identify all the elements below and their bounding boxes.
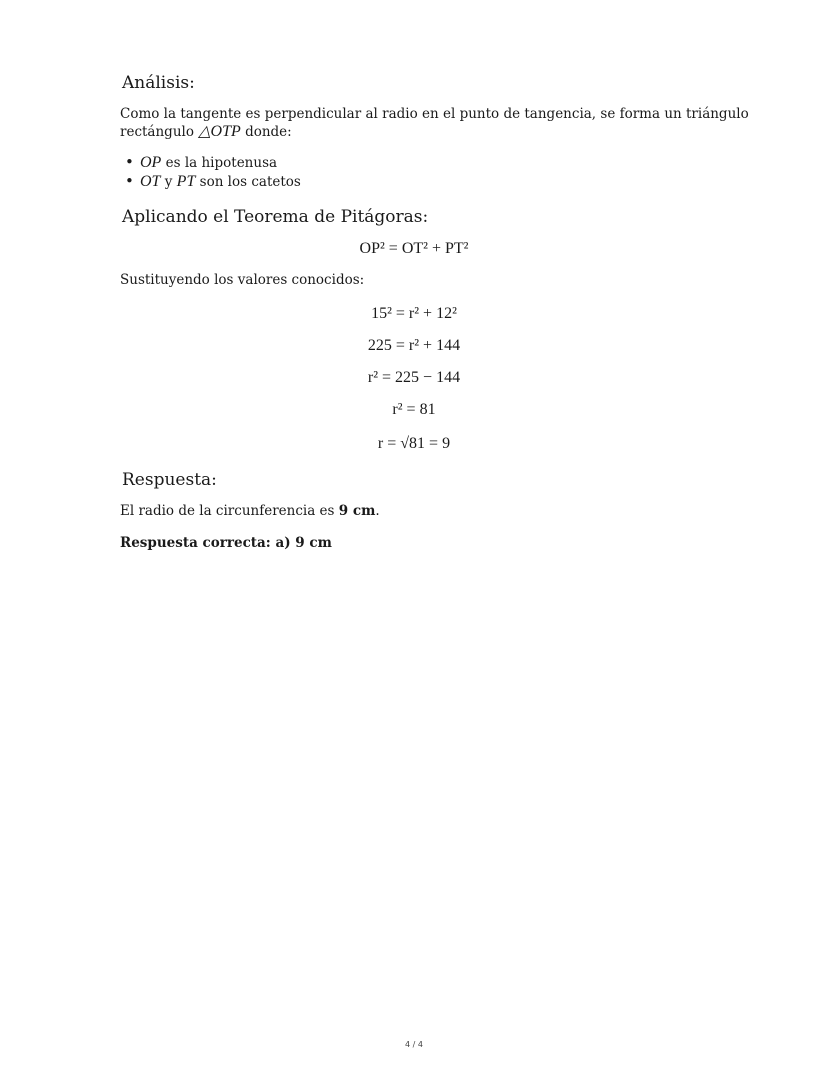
analysis-heading: Análisis:	[122, 73, 195, 93]
answer-text-post: .	[375, 503, 380, 519]
answer-text-pre: El radio de la circunferencia es	[120, 503, 339, 519]
equation-step: 225 = r² + 144	[367, 337, 461, 354]
bullet-text: es la hipotenusa	[161, 155, 278, 171]
intro-line-2	[120, 123, 749, 141]
bullet-mid: y	[160, 174, 177, 190]
pythagoras-heading: Aplicando el Teorema de Pitágoras:	[122, 207, 429, 227]
equation-step: 15² = r² + 12²	[371, 305, 457, 322]
substitution-text: Sustituyendo los valores conocidos:	[120, 272, 365, 288]
correct-answer: Respuesta correcta: a) 9 cm	[120, 535, 332, 551]
pythagoras-formula: OP² = OT² + PT²	[359, 240, 469, 257]
intro-line-1: Como la tangente es perpendicular al radio en el punto de tangencia, se forma un triángulo	[120, 106, 749, 122]
answer-text	[120, 502, 380, 520]
list-item	[120, 154, 301, 173]
equation-step: r² = 225 − 144	[367, 369, 461, 386]
intro-line-2-pre: rectángulo	[120, 124, 199, 140]
intro-line-2-post: donde:	[240, 124, 292, 140]
page-number: 4 / 4	[405, 1040, 423, 1049]
analysis-bullets	[120, 154, 301, 192]
analysis-intro	[120, 105, 749, 141]
bullet-math-b: PT	[176, 173, 196, 190]
bullet-math: OP	[140, 154, 162, 171]
triangle-math: △OTP	[198, 123, 241, 140]
answer-value: 9 cm	[338, 503, 376, 519]
bullet-math-a: OT	[140, 173, 161, 190]
equation-step: r² = 81	[392, 401, 436, 418]
list-item	[120, 173, 301, 192]
equation-step: r = √81 = 9	[377, 435, 451, 452]
answer-heading: Respuesta:	[122, 470, 217, 490]
bullet-text: son los catetos	[195, 174, 301, 190]
